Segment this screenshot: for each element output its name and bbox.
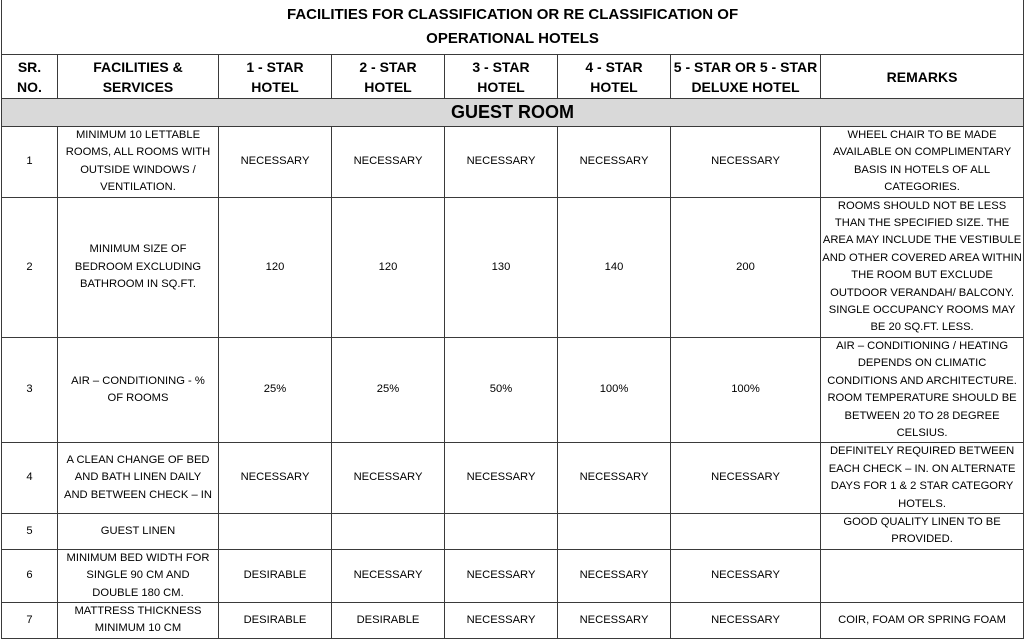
cell-1-star: 120 (219, 197, 332, 337)
cell-1-star: DESIRABLE (219, 602, 332, 638)
title-row (2, 0, 1024, 55)
table-row (2, 549, 1024, 602)
cell-4-star: 140 (558, 197, 671, 337)
cell-sr-no: 2 (2, 197, 58, 337)
table-row (2, 513, 1024, 549)
cell-4-star: NECESSARY (558, 127, 671, 198)
header-sr-no: SR. NO. (2, 55, 58, 99)
table-body (2, 127, 1024, 639)
cell-facility: MINIMUM 10 LETTABLE ROOMS, ALL ROOMS WITH OUTSIDE WINDOWS / VENTILATION. (58, 127, 219, 198)
header-1-star: 1 - STAR HOTEL (219, 55, 332, 99)
cell-4-star: NECESSARY (558, 549, 671, 602)
table-row (2, 443, 1024, 514)
table-row (2, 197, 1024, 337)
cell-2-star (332, 513, 445, 549)
cell-4-star: NECESSARY (558, 443, 671, 514)
cell-remarks: GOOD QUALITY LINEN TO BE PROVIDED. (821, 513, 1024, 549)
cell-remarks: DEFINITELY REQUIRED BETWEEN EACH CHECK – IN. ON ALTERNATE DAYS FOR 1 & 2 STAR CATEGORY HOTELS. (821, 443, 1024, 514)
cell-1-star: NECESSARY (219, 443, 332, 514)
cell-sr-no: 6 (2, 549, 58, 602)
cell-remarks: WHEEL CHAIR TO BE MADE AVAILABLE ON COMPLIMENTARY BASIS IN HOTELS OF ALL CATEGORIES. (821, 127, 1024, 198)
cell-3-star: NECESSARY (445, 602, 558, 638)
header-3-star: 3 - STAR HOTEL (445, 55, 558, 99)
title-line-1: FACILITIES FOR CLASSIFICATION OR RE CLASSIFICATION OF (287, 6, 739, 23)
header-5-star (671, 55, 821, 99)
header-facilities: FACILITIES & SERVICES (58, 55, 219, 99)
cell-facility: A CLEAN CHANGE OF BED AND BATH LINEN DAILY AND BETWEEN CHECK – IN (58, 443, 219, 514)
cell-sr-no: 5 (2, 513, 58, 549)
cell-2-star: DESIRABLE (332, 602, 445, 638)
cell-remarks (821, 549, 1024, 602)
cell-1-star (219, 513, 332, 549)
header-2-star: 2 - STAR HOTEL (332, 55, 445, 99)
cell-1-star: DESIRABLE (219, 549, 332, 602)
facilities-table (1, 0, 1024, 639)
cell-sr-no: 3 (2, 337, 58, 442)
cell-4-star: NECESSARY (558, 602, 671, 638)
cell-2-star: 120 (332, 197, 445, 337)
cell-facility: MINIMUM SIZE OF BEDROOM EXCLUDING BATHROOM IN SQ.FT. (58, 197, 219, 337)
cell-3-star: NECESSARY (445, 443, 558, 514)
cell-5-star: NECESSARY (671, 549, 821, 602)
cell-1-star: NECESSARY (219, 127, 332, 198)
cell-facility: MATTRESS THICKNESS MINIMUM 10 CM (58, 602, 219, 638)
cell-3-star: 50% (445, 337, 558, 442)
table-row (2, 337, 1024, 442)
table-title (2, 0, 1024, 55)
cell-5-star: 200 (671, 197, 821, 337)
cell-remarks: ROOMS SHOULD NOT BE LESS THAN THE SPECIFIED SIZE. THE AREA MAY INCLUDE THE VESTIBULE AND OTHER COVERED AREA WITHIN THE ROOM BUT EXCLUDE OUTDOOR VERANDAH/ BALCONY. SINGLE OCCUPANCY ROOMS MAY BE 20 SQ.FT. LESS. (821, 197, 1024, 337)
section-row (2, 99, 1024, 127)
header-remarks: REMARKS (821, 55, 1024, 99)
cell-sr-no: 4 (2, 443, 58, 514)
cell-3-star (445, 513, 558, 549)
table-row (2, 127, 1024, 198)
cell-3-star: NECESSARY (445, 549, 558, 602)
cell-facility: MINIMUM BED WIDTH FOR SINGLE 90 CM AND DOUBLE 180 CM. (58, 549, 219, 602)
cell-sr-no: 7 (2, 602, 58, 638)
cell-2-star: NECESSARY (332, 549, 445, 602)
table-row (2, 602, 1024, 638)
cell-5-star: NECESSARY (671, 443, 821, 514)
cell-facility: AIR – CONDITIONING - % OF ROOMS (58, 337, 219, 442)
cell-sr-no: 1 (2, 127, 58, 198)
cell-2-star: NECESSARY (332, 127, 445, 198)
cell-remarks: COIR, FOAM OR SPRING FOAM (821, 602, 1024, 638)
cell-3-star: 130 (445, 197, 558, 337)
cell-5-star: 100% (671, 337, 821, 442)
cell-4-star (558, 513, 671, 549)
cell-5-star (671, 513, 821, 549)
cell-remarks: AIR – CONDITIONING / HEATING DEPENDS ON CLIMATIC CONDITIONS AND ARCHITECTURE. ROOM TEMPERATURE SHOULD BE BETWEEN 20 TO 28 DEGREE CELSIUS. (821, 337, 1024, 442)
cell-5-star: NECESSARY (671, 127, 821, 198)
title-line-2: OPERATIONAL HOTELS (426, 30, 599, 47)
header-row (2, 55, 1024, 99)
header-5-star-line-2: DELUXE HOTEL (691, 78, 800, 95)
header-4-star: 4 - STAR HOTEL (558, 55, 671, 99)
cell-facility: GUEST LINEN (58, 513, 219, 549)
cell-4-star: 100% (558, 337, 671, 442)
cell-5-star: NECESSARY (671, 602, 821, 638)
header-5-star-line-1: 5 - STAR OR 5 - STAR (673, 58, 818, 75)
cell-2-star: NECESSARY (332, 443, 445, 514)
section-title: GUEST ROOM (2, 99, 1024, 127)
cell-3-star: NECESSARY (445, 127, 558, 198)
cell-2-star: 25% (332, 337, 445, 442)
cell-1-star: 25% (219, 337, 332, 442)
